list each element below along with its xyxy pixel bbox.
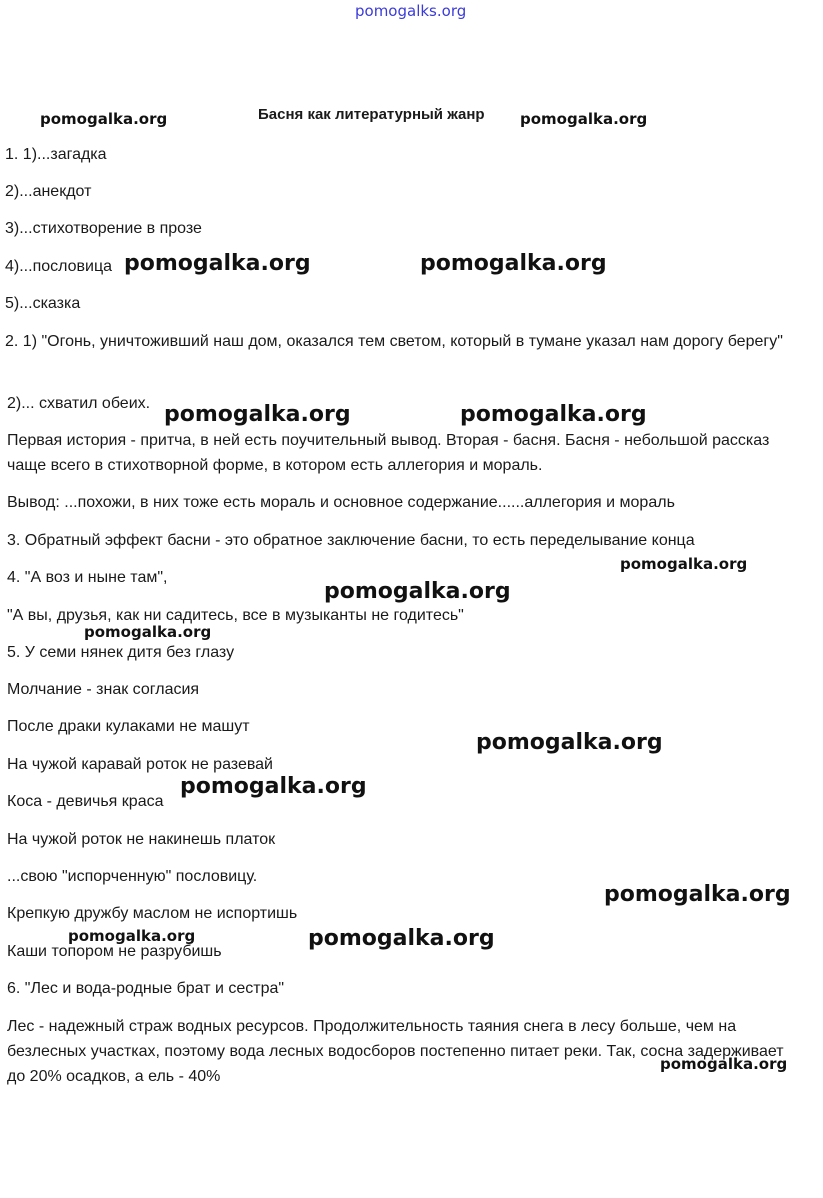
text-line: 5. У семи нянек дитя без глазу: [7, 644, 235, 661]
text-line: 5)...сказка: [5, 295, 81, 312]
text-line: 3. Обратный эффект басни - это обратное заключение басни, то есть переделывание конца: [7, 532, 695, 549]
watermark: pomogalka.org: [68, 927, 196, 945]
watermark: pomogalka.org: [84, 623, 212, 641]
text-line: 6. "Лес и вода-родные брат и сестра": [7, 980, 285, 997]
watermark: pomogalka.org: [476, 730, 663, 755]
watermark: pomogalka.org: [520, 110, 648, 128]
text-paragraph: Первая история - притча, в ней есть поучительный вывод. Вторая - басня. Басня - небольшой рассказ чаще всего в стихотворной форме, в котором есть аллегория и мораль.: [7, 432, 770, 474]
text-paragraph: 2. 1) "Огонь, уничтоживший наш дом, оказался тем светом, который в тумане указал нам дорогу берегу": [5, 333, 783, 350]
header-watermark: pomogalks.org: [355, 2, 467, 20]
text-line: "А вы, друзья, как ни садитесь, все в музыканты не годитесь": [7, 607, 464, 624]
text-line: Коса - девичья краса: [7, 793, 164, 810]
watermark: pomogalka.org: [308, 926, 495, 951]
watermark: pomogalka.org: [604, 882, 791, 907]
watermark: pomogalka.org: [180, 774, 367, 799]
watermark: pomogalka.org: [660, 1055, 788, 1073]
watermark: pomogalka.org: [460, 402, 647, 427]
watermark: pomogalka.org: [324, 579, 511, 604]
text-line: 4. "А воз и ныне там",: [7, 569, 168, 586]
watermark: pomogalka.org: [40, 110, 168, 128]
watermark: pomogalka.org: [420, 251, 607, 276]
text-line: На чужой роток не накинешь платок: [7, 831, 276, 848]
text-line: 2)...анекдот: [5, 183, 92, 200]
text-line: 3)...стихотворение в прозе: [5, 220, 202, 237]
text-line: Крепкую дружбу маслом не испортишь: [7, 905, 298, 922]
text-line: 1. 1)...загадка: [5, 146, 107, 163]
text-line: На чужой каравай роток не разевай: [7, 756, 273, 773]
watermark: pomogalka.org: [164, 402, 351, 427]
text-line: Молчание - знак согласия: [7, 681, 200, 698]
text-line: ...свою "испорченную" пословицу.: [7, 868, 258, 885]
watermark: pomogalka.org: [124, 251, 311, 276]
text-line: После драки кулаками не машут: [7, 718, 250, 735]
text-line: Каши топором не разрубишь: [7, 943, 222, 960]
text-paragraph: Лес - надежный страж водных ресурсов. Продолжительность таяния снега в лесу больше, чем на безлесных участках, поэтому вода лесных водосборов постепенно питает реки. Так, сосна задерживает до 20% осадков, а ель - 40%: [7, 1018, 784, 1085]
document-title: Басня как литературный жанр: [258, 106, 485, 123]
watermark: pomogalka.org: [620, 555, 748, 573]
text-line: 4)...пословица: [5, 258, 113, 275]
text-line: Вывод: ...похожи, в них тоже есть мораль и основное содержание......аллегория и мораль: [7, 494, 675, 511]
text-line: 2)... схватил обеих.: [7, 395, 151, 412]
